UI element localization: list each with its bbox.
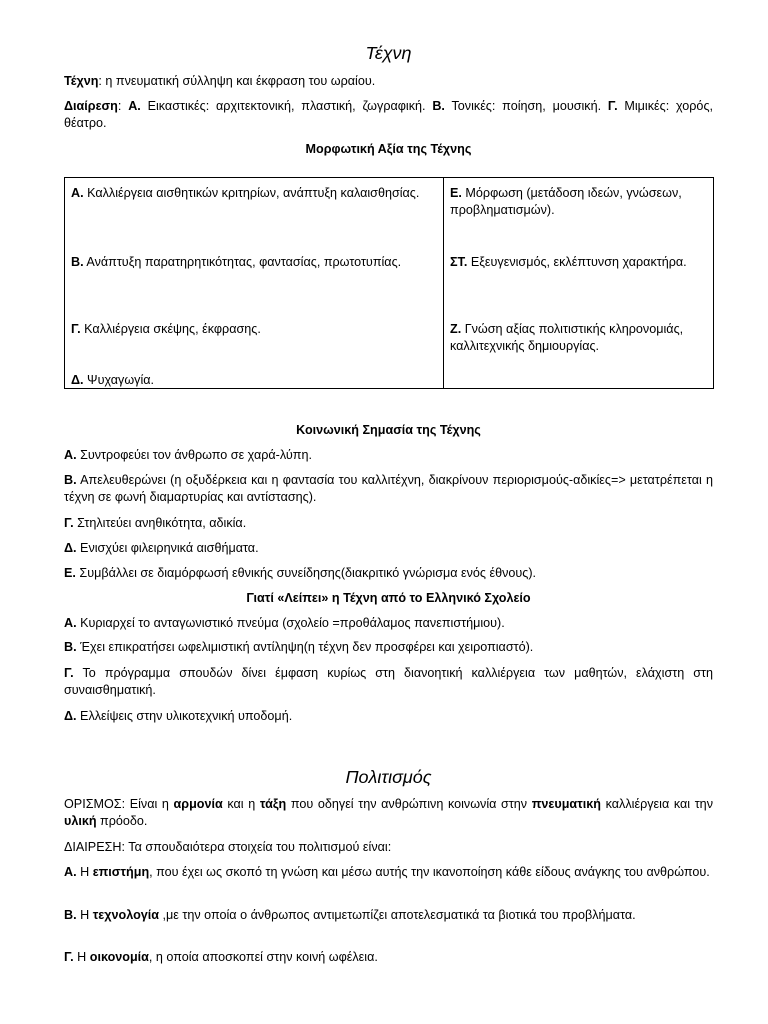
list-item: [71, 372, 437, 389]
art-definition-text: : η πνευματική σύλληψη και έκφραση του ωραίου.: [98, 74, 376, 88]
list-item: [64, 615, 713, 632]
item-label: Β.: [64, 908, 77, 922]
item-text: Μόρφωση (μετάδοση ιδεών, γνώσεων, προβληματισμών).: [450, 186, 682, 217]
list-item: [64, 565, 713, 582]
item-text: Η: [73, 950, 90, 964]
right-column-cell: [444, 178, 714, 389]
item-text: Εξευγενισμός, εκλέπτυνση χαρακτήρα.: [467, 255, 687, 269]
item-text: Συντροφεύει τον άνθρωπο σε χαρά-λύπη.: [76, 448, 312, 462]
item-text: Ψυχαγωγία.: [83, 373, 155, 387]
item-text: , η οποία αποσκοπεί στην κοινή ωφέλεια.: [148, 950, 378, 964]
item-text: Καλλιέργεια σκέψης, έκφρασης.: [80, 322, 261, 336]
item-label: Β.: [71, 255, 84, 269]
item-label: Β.: [64, 640, 77, 654]
educational-value-table: [64, 177, 714, 389]
page-title: Τέχνη: [365, 43, 412, 63]
list-item: [64, 447, 713, 464]
item-bold: επιστήμη: [92, 865, 150, 879]
art-division-c-label: Γ.: [607, 99, 618, 113]
item-text: Απελευθερώνει (η οξυδέρκεια και η φαντασία του καλλιτέχνη, διακρίνουν περιορισμούς-αδικίες=> μετατρέπεται η τέχνη σε φωνή διαμαρτυρίας και αντίστασης).: [64, 473, 713, 504]
item-label: Γ.: [64, 950, 74, 964]
educational-value-heading: Μορφωτική Αξία της Τέχνης: [305, 142, 472, 156]
item-label: Β.: [64, 473, 77, 487]
definition-bold: τάξη: [259, 797, 287, 811]
item-label: ΣΤ.: [450, 255, 468, 269]
item-text: Η: [76, 865, 93, 879]
civilization-division: [64, 839, 713, 856]
list-item: [64, 708, 713, 725]
item-label: Ε.: [64, 566, 76, 580]
item-text: ,με την οποία ο άνθρωπος αντιμετωπίζει αποτελεσματικά τα βιοτικά του προβλήματα.: [159, 908, 636, 922]
item-text: Συμβάλλει σε διαμόρφωσή εθνικής συνείδησης(διακριτικό γνώρισμα ενός έθνους).: [75, 566, 537, 580]
item-text: Ενισχύει φιλειρηνικά αισθήματα.: [76, 541, 259, 555]
item-label: Δ.: [64, 709, 77, 723]
item-label: Ε.: [450, 186, 462, 200]
civilization-definition: [64, 796, 713, 830]
item-text: Καλλιέργεια αισθητικών κριτηρίων, ανάπτυξη καλαισθησίας.: [83, 186, 420, 200]
division-term: ΔΙΑΙΡΕΣΗ: [64, 840, 122, 854]
definition-text: πρόοδο.: [96, 814, 148, 828]
list-item: [64, 540, 713, 557]
item-bold: οικονομία: [89, 950, 149, 964]
item-text: Η: [76, 908, 93, 922]
art-title-wrap: [64, 42, 713, 64]
item-text: Ανάπτυξη παρατηρητικότητας, φαντασίας, πρωτοτυπίας.: [83, 255, 402, 269]
list-item: [64, 639, 713, 656]
art-division-c-text: Μιμικές: χορός, θέατρο.: [64, 99, 714, 130]
list-item: [64, 949, 713, 966]
art-division-b-text: Τονικές: ποίηση, μουσική.: [444, 99, 608, 113]
definition-bold: υλική: [64, 814, 97, 828]
item-text: Το πρόγραμμα σπουδών δίνει έμφαση κυρίως στη διανοητική καλλιέργεια των μαθητών, ελάχιστη στη συναισθηματική.: [64, 666, 713, 697]
item-bold: τεχνολογία: [92, 908, 160, 922]
left-column-cell: [65, 178, 444, 389]
item-text: , που έχει ως σκοπό τη γνώση και μέσω αυτής την ικανοποίηση κάθε είδους ανάγκης του ανθρώπου.: [149, 865, 710, 879]
item-label: Δ.: [71, 373, 84, 387]
art-division-b-label: Β.: [432, 99, 445, 113]
missing-from-school-heading: Γιατί «Λείπει» η Τέχνη από το Ελληνικό Σχολείο: [246, 591, 531, 605]
civilization-title-wrap: [64, 766, 713, 788]
item-text: Στηλιτεύει ανηθικότητα, αδικία.: [73, 516, 247, 530]
item-text: Ελλείψεις στην υλικοτεχνική υποδομή.: [76, 709, 293, 723]
definition-text: που οδηγεί την ανθρώπινη κοινωνία στην: [286, 797, 532, 811]
item-label: Γ.: [64, 666, 74, 680]
division-text: : Τα σπουδαιότερα στοιχεία του πολιτισμού είναι:: [121, 840, 392, 854]
item-text: Κυριαρχεί το ανταγωνιστικό πνεύμα (σχολείο =προθάλαμος πανεπιστήμιου).: [76, 616, 505, 630]
definition-bold: αρμονία: [173, 797, 223, 811]
item-label: Γ.: [64, 516, 74, 530]
section-title: Πολιτισμός: [345, 767, 432, 787]
list-item: [450, 321, 707, 355]
list-item: [71, 254, 437, 271]
definition-text: και η: [222, 797, 260, 811]
definition-term: ΟΡΙΣΜΟΣ: [64, 797, 122, 811]
item-label: Δ.: [64, 541, 77, 555]
list-item: [450, 185, 707, 219]
list-item: [71, 321, 437, 338]
art-division-term: Διαίρεση: [64, 99, 118, 113]
list-item: [64, 515, 713, 532]
definition-text: καλλιέργεια και την: [601, 797, 713, 811]
definition-text: : Είναι η: [121, 797, 174, 811]
list-item: [71, 185, 437, 202]
item-label: Α.: [64, 448, 77, 462]
list-item: [64, 665, 713, 699]
list-item: [450, 254, 707, 271]
item-label: Ζ.: [450, 322, 462, 336]
list-item: [64, 907, 713, 924]
item-label: Γ.: [71, 322, 81, 336]
art-division-a-text: Εικαστικές: αρχιτεκτονική, πλαστική, ζωγραφική.: [140, 99, 433, 113]
art-definition-term: Τέχνη: [64, 74, 99, 88]
item-label: Α.: [71, 186, 84, 200]
definition-bold: πνευματική: [531, 797, 601, 811]
art-division: [64, 98, 713, 132]
list-item: [64, 864, 713, 881]
art-division-a-label: Α.: [128, 99, 141, 113]
art-definition: [64, 73, 713, 90]
social-significance-heading: Κοινωνική Σημασία της Τέχνης: [296, 423, 481, 437]
item-text: Έχει επικρατήσει ωφελιμιστική αντίληψη(η τέχνη δεν προσφέρει και χειροπιαστό).: [76, 640, 534, 654]
art-division-sep: :: [117, 99, 129, 113]
item-text: Γνώση αξίας πολιτιστικής κληρονομιάς, καλλιτεχνικής δημιουργίας.: [450, 322, 684, 353]
item-label: Α.: [64, 616, 77, 630]
item-label: Α.: [64, 865, 77, 879]
list-item: [64, 472, 713, 506]
